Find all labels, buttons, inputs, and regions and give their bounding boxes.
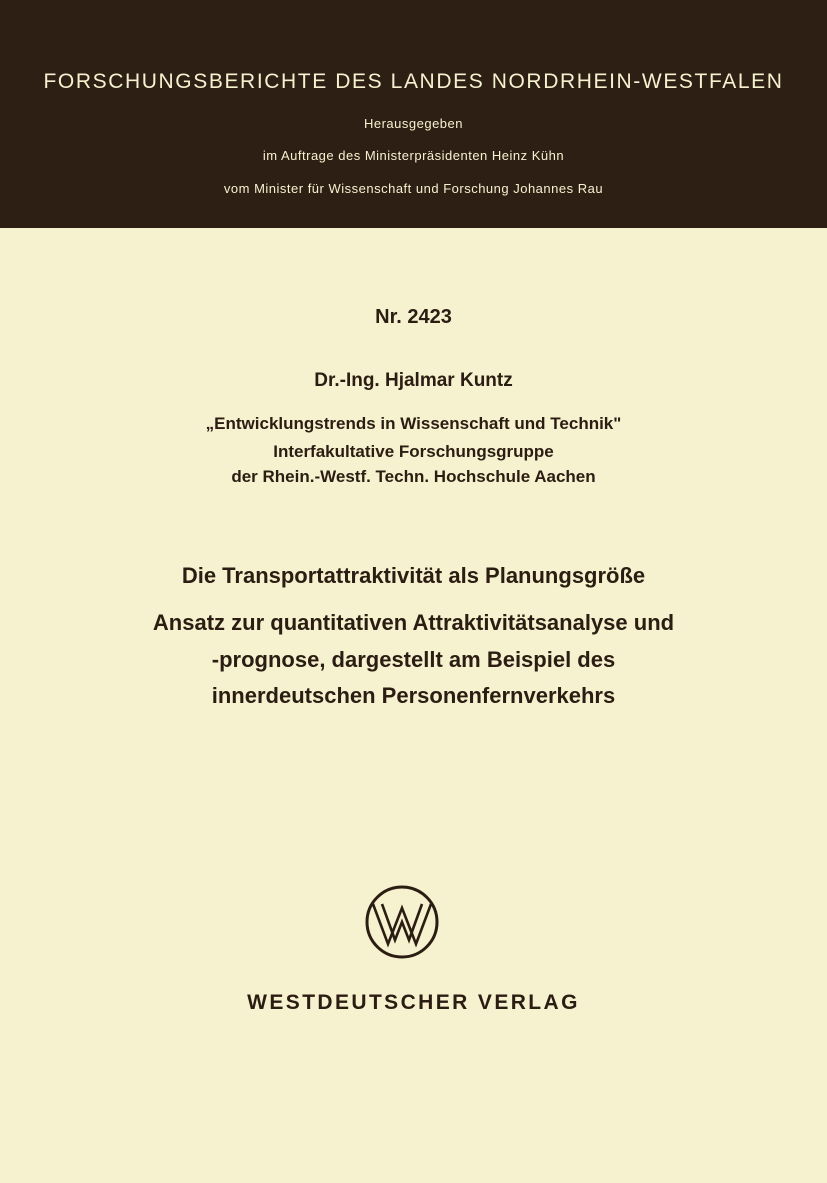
report-number: Nr. 2423 xyxy=(375,306,452,328)
editor-line-3: vom Minister für Wissenschaft und Forschung Johannes Rau xyxy=(223,181,604,196)
subtitle-line-1: Ansatz zur quantitativen Attraktivitätsanalyse und xyxy=(152,610,675,635)
affiliation-line-3: der Rhein.-Westf. Techn. Hochschule Aachen xyxy=(231,467,596,486)
editor-line-2: im Auftrage des Ministerpräsidenten Heinz Kühn xyxy=(262,148,565,163)
report-title: Die Transportattraktivität als Planungsgröße xyxy=(181,563,646,588)
editor-line-1: Herausgegeben xyxy=(363,116,464,131)
affiliation-line-1: „Entwicklungstrends in Wissenschaft und Technik" xyxy=(205,414,622,433)
publisher-name: WESTDEUTSCHER VERLAG xyxy=(247,991,580,1014)
publisher-logo-icon xyxy=(364,884,440,960)
author-name: Dr.-Ing. Hjalmar Kuntz xyxy=(314,370,513,391)
header-band xyxy=(0,0,827,228)
series-title: FORSCHUNGSBERICHTE DES LANDES NORDRHEIN-WESTFALEN xyxy=(43,70,784,93)
subtitle-line-2: -prognose, dargestellt am Beispiel des xyxy=(211,647,616,672)
affiliation-line-2: Interfakultative Forschungsgruppe xyxy=(273,442,554,461)
subtitle-line-3: innerdeutschen Personenfernverkehrs xyxy=(211,683,616,708)
